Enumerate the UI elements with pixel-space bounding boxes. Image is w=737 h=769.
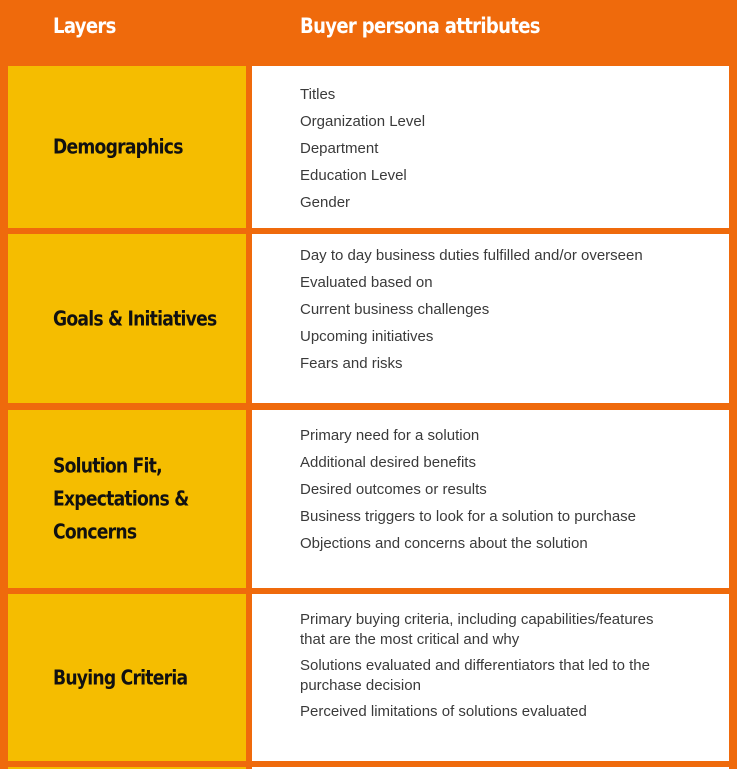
attribute-list: [300, 426, 669, 561]
attribute-list: [300, 85, 669, 220]
layer-label: [53, 661, 236, 694]
attribute-list: [300, 610, 669, 729]
layer-label-line: Expectations &: [53, 486, 189, 511]
attribute-item: Primary need for a solution: [300, 427, 480, 444]
attribute-item: Upcoming initiatives: [300, 328, 434, 345]
attribute-item: Objections and concerns about the solution: [300, 535, 588, 552]
layer-cell: [8, 66, 246, 228]
attributes-cell: [252, 594, 729, 761]
table-header: [0, 0, 737, 66]
attribute-item: Solutions evaluated and differentiators that led to the purchase decision: [300, 657, 650, 694]
header-layers: Layers: [53, 14, 116, 38]
attribute-item: Business triggers to look for a solution to purchase: [300, 508, 637, 525]
table-row-demographics: [0, 66, 737, 228]
attribute-item: Day to day business duties fulfilled and/or overseen: [300, 247, 643, 264]
attribute-item: Titles: [300, 86, 336, 103]
layer-cell: [8, 234, 246, 403]
attribute-item: Additional desired benefits: [300, 454, 476, 471]
attribute-item: Perceived limitations of solutions evaluated: [300, 703, 587, 720]
layer-label: [53, 302, 236, 335]
layer-label: [53, 450, 236, 549]
attribute-item: Desired outcomes or results: [300, 481, 487, 498]
attributes-cell: [252, 234, 729, 403]
attribute-item: Organization Level: [300, 113, 426, 130]
layer-label: [53, 131, 236, 164]
attribute-item: Department: [300, 140, 379, 157]
header-attributes: Buyer persona attributes: [300, 14, 540, 38]
attribute-item: Primary buying criteria, including capabilities/features that are the most critical and why: [300, 611, 654, 648]
attributes-cell: [252, 410, 729, 588]
layer-label-line: Concerns: [53, 519, 137, 544]
attribute-list: [300, 246, 669, 381]
attribute-item: Fears and risks: [300, 355, 403, 372]
layer-label-line: Demographics: [53, 134, 183, 159]
table-row-buying-criteria: [0, 594, 737, 761]
table-row-goals: [0, 234, 737, 403]
layer-cell: [8, 410, 246, 588]
attributes-cell: [252, 66, 729, 228]
layer-label-line: Goals & Initiatives: [53, 306, 217, 330]
layer-label-line: Buying Criteria: [53, 665, 188, 689]
layer-label-line: Solution Fit,: [53, 453, 162, 478]
layer-cell: [8, 594, 246, 761]
attribute-item: Current business challenges: [300, 301, 490, 318]
attribute-item: Education Level: [300, 167, 407, 184]
attribute-item: Evaluated based on: [300, 274, 433, 291]
table-row-solution-fit: [0, 410, 737, 588]
attribute-item: Gender: [300, 194, 351, 211]
